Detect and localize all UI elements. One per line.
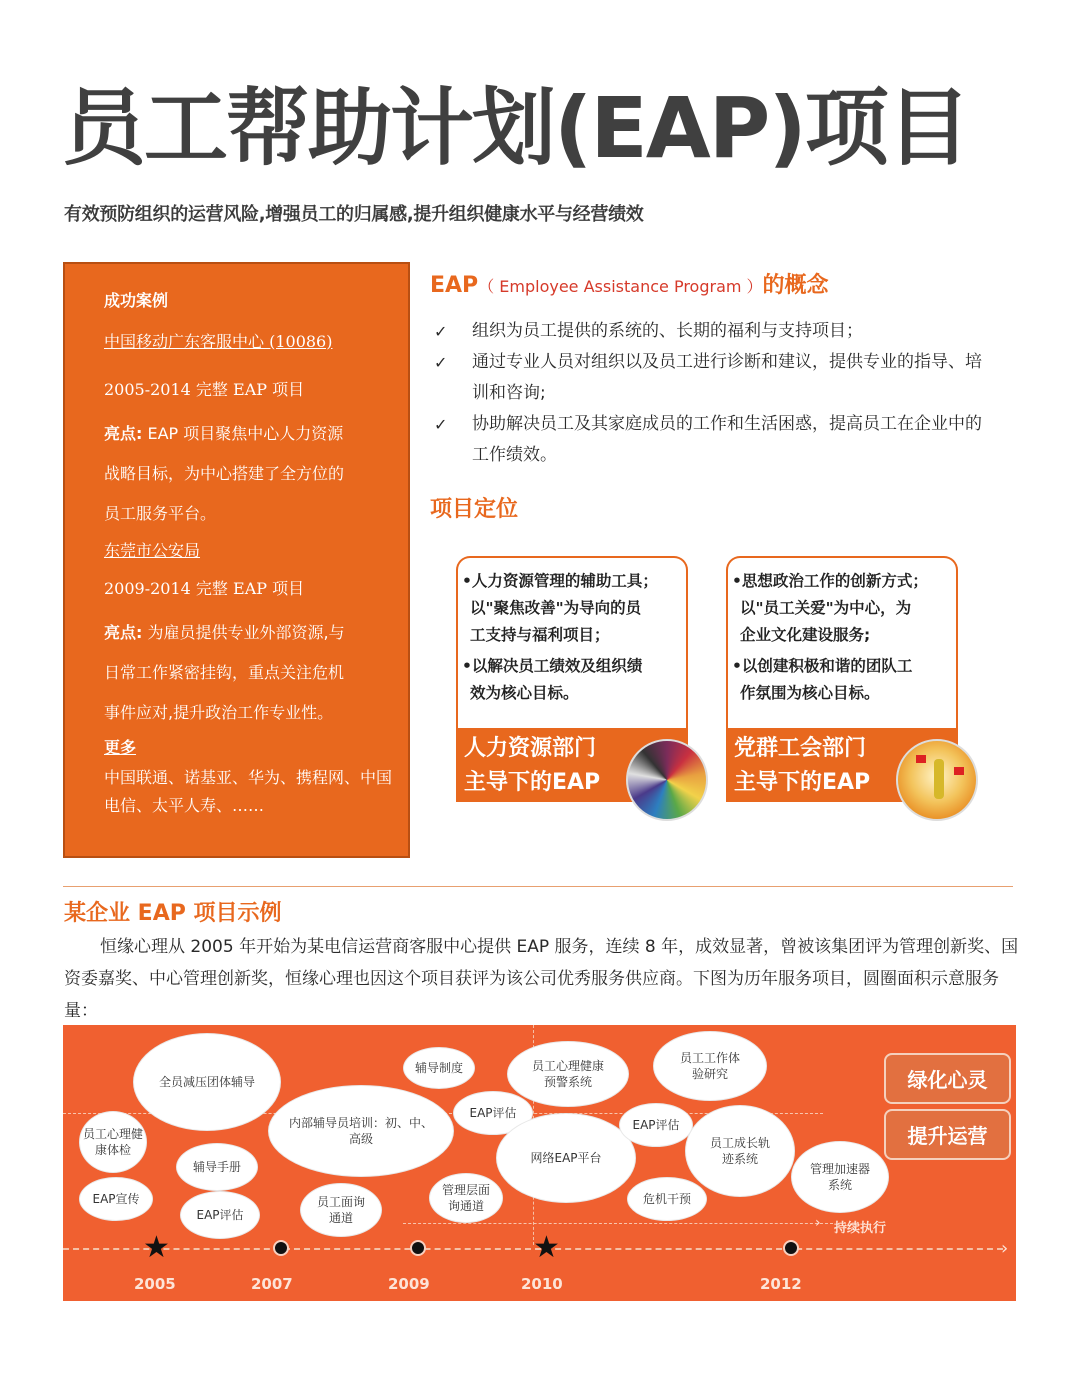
bubble-item: 辅导手册 — [176, 1143, 258, 1191]
highlight-label: 亮点: — [104, 424, 143, 443]
card-band: 人力资源部门 主导下的EAP — [456, 728, 688, 802]
concept-list — [430, 316, 990, 471]
success-cases-heading: 成功案例 — [104, 291, 169, 310]
bubble-item: 网络EAP平台 — [496, 1113, 636, 1203]
hr-led-eap-card — [456, 556, 688, 798]
bubble-item: 员工成长轨迹系统 — [685, 1105, 795, 1197]
continue-arrow-line — [403, 1223, 833, 1224]
star-milestone-icon: ★ — [143, 1230, 170, 1265]
card-body: •人力资源管理的辅助工具； 以"聚焦改善"为导向的员 工支持与福利项目； •以解决员工绩效及组织绩 效为核心目标。 — [456, 556, 688, 734]
page-title: 员工帮助计划(EAP)项目 — [62, 79, 969, 177]
man-with-flags-image — [896, 739, 978, 821]
badge-improve-operations: 提升运营 — [884, 1109, 1011, 1160]
arrow-right-icon: › — [815, 1215, 821, 1231]
star-milestone-icon: ★ — [533, 1230, 560, 1265]
year-label: 2012 — [760, 1275, 802, 1293]
case-highlight-line: 日常工作紧密挂钩，重点关注危机 — [104, 663, 345, 682]
checkmark-icon: ✓ — [434, 322, 448, 341]
colored-pencils-image — [626, 739, 708, 821]
concept-heading: EAP（ Employee Assistance Program ）的概念 — [430, 273, 829, 298]
concept-item: ✓ 组织为员工提供的系统的、长期的福利与支持项目； — [430, 316, 990, 347]
flag-icon — [954, 767, 964, 775]
case-link-dongguan-police[interactable]: 东莞市公安局 — [104, 541, 201, 560]
bubble-item: EAP宣传 — [79, 1177, 153, 1221]
arrow-right-icon: › — [1001, 1238, 1009, 1259]
checkmark-icon: ✓ — [434, 353, 448, 372]
bubble-item: 危机干预 — [627, 1177, 707, 1221]
concept-item: ✓ 协助解决员工及其家庭成员的工作和生活困惑，提高员工在企业中的工作绩效。 — [430, 409, 990, 471]
page-subtitle: 有效预防组织的运营风险,增强员工的归属感,提升组织健康水平与经营绩效 — [64, 204, 644, 225]
bubble-item: EAP评估 — [453, 1091, 533, 1135]
case-highlight-line: 战略目标，为中心搭建了全方位的 — [104, 464, 345, 483]
example-paragraph: 恒缘心理从 2005 年开始为某电信运营商客服中心提供 EAP 服务，连续 8 年，成效显著，曾被该集团评为管理创新奖、国资委嘉奖、中心管理创新奖，恒缘心理也因这个项目获评为该公司优秀服务供应商。下图为历年服务项目，圆圈面积示意服务量： — [64, 937, 1019, 1021]
party-union-led-eap-card — [726, 556, 958, 798]
bubble-item: EAP评估 — [619, 1103, 693, 1147]
milestone-dot-icon — [410, 1240, 426, 1256]
year-label: 2005 — [134, 1275, 176, 1293]
year-label: 2009 — [388, 1275, 430, 1293]
example-heading: 某企业 EAP 项目示例 — [64, 901, 282, 926]
flag-icon — [916, 755, 926, 763]
card-band: 党群工会部门 主导下的EAP — [726, 728, 958, 802]
checkmark-icon: ✓ — [434, 415, 448, 434]
bubble-item: 员工心理健康体检 — [79, 1111, 147, 1173]
success-cases-panel — [63, 262, 410, 858]
badge-nourish-mind: 绿化心灵 — [884, 1053, 1011, 1104]
bubble-item: 辅导制度 — [403, 1047, 475, 1089]
highlight-label: 亮点: — [104, 623, 143, 642]
case-highlight-line: 员工服务平台。 — [104, 504, 217, 523]
bubble-item: 管理层面询通道 — [429, 1173, 503, 1223]
bubble-item: 内部辅导员培训：初、中、高级 — [268, 1085, 454, 1177]
bubble-item: EAP评估 — [180, 1191, 260, 1239]
positioning-heading: 项目定位 — [430, 497, 519, 522]
case-period: 2005-2014 完整 EAP 项目 — [104, 380, 305, 399]
bubble-item: 全员减压团体辅导 — [133, 1033, 281, 1131]
service-timeline-chart — [63, 1025, 1016, 1301]
more-heading: 更多 — [104, 738, 137, 757]
section-divider — [63, 886, 1013, 887]
concept-item: ✓ 通过专业人员对组织以及员工进行诊断和建议，提供专业的指导、培训和咨询; — [430, 347, 990, 409]
bubble-item: 员工工作体验研究 — [653, 1031, 767, 1101]
case-link-china-mobile[interactable]: 中国移动广东客服中心 (10086) — [104, 332, 333, 351]
more-clients: 中国联通、诺基亚、华为、携程网、中国电信、太平人寿、…… — [104, 768, 393, 815]
case-highlight: 亮点: EAP 项目聚焦中心人力资源 — [104, 424, 344, 443]
continue-label: 持续执行 — [834, 1221, 887, 1236]
card-body: •思想政治工作的创新方式； 以"员工关爱"为中心，为 企业文化建设服务; •以创建积极和谐的团队工 作氛围为核心目标。 — [726, 556, 958, 734]
bubble-item: 员工面询通道 — [300, 1183, 382, 1237]
milestone-dot-icon — [273, 1240, 289, 1256]
bubble-item: 员工心理健康预警系统 — [507, 1041, 629, 1107]
case-highlight-line: 事件应对,提升政治工作专业性。 — [104, 703, 334, 722]
bubble-item: 管理加速器系统 — [791, 1141, 889, 1213]
year-label: 2010 — [521, 1275, 563, 1293]
figure-icon — [934, 759, 944, 799]
case-period: 2009-2014 完整 EAP 项目 — [104, 579, 305, 598]
case-highlight: 亮点: 为雇员提供专业外部资源,与 — [104, 623, 345, 642]
milestone-dot-icon — [783, 1240, 799, 1256]
year-label: 2007 — [251, 1275, 293, 1293]
